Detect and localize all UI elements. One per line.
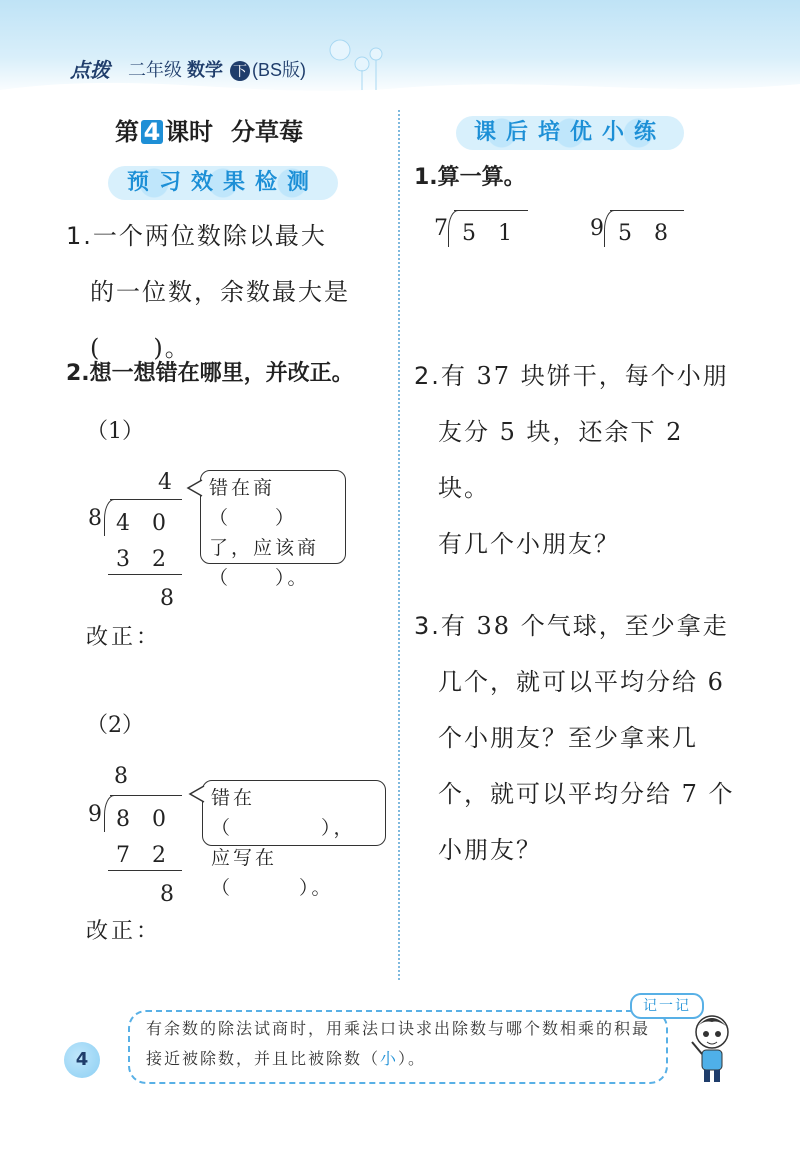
question-number: 1.: [414, 165, 438, 190]
divisor: 9: [88, 802, 102, 827]
header-bubbles-decoration: [320, 20, 440, 90]
answer-blank[interactable]: ( )。: [90, 334, 191, 362]
subject-label: 数学: [187, 60, 224, 80]
brand-logo: 点拨: [70, 58, 110, 82]
lesson-subtitle: 分草莓: [231, 118, 303, 146]
dividend-input[interactable]: 5 8: [618, 221, 668, 246]
right-question-3: [414, 598, 744, 878]
after-class-practice-banner: 课后培优小练: [456, 116, 684, 150]
memo-line: 有余数的除法试商时，用乘法口诀求出除数与哪个数相乘的积最: [146, 1019, 651, 1038]
edition-label: (BS版): [252, 60, 307, 80]
question-line: 一个两位数除以最大: [92, 222, 327, 250]
subtraction-line: [108, 870, 182, 871]
book-info: [128, 56, 306, 82]
division-bracket: [448, 210, 459, 247]
product: 3 2: [116, 547, 166, 572]
question-line: 几个，就可以平均分给 6: [438, 668, 725, 696]
question-line: 有 37 块饼干，每个小朋: [440, 362, 729, 390]
bubble-line[interactable]: （ ）。: [209, 567, 310, 589]
divisor: 8: [88, 506, 102, 531]
memo-line-suffix: ）。: [398, 1049, 427, 1068]
product: 7 2: [116, 843, 166, 868]
division-bar: [454, 210, 528, 211]
divisor: 9: [590, 216, 604, 241]
left-question-1: [66, 208, 386, 376]
left-question-2: [66, 356, 354, 387]
division-bracket: [604, 210, 615, 247]
lesson-title-prefix: 第: [115, 118, 139, 146]
dividend-input[interactable]: 5 1: [462, 221, 512, 246]
dividend: 4 0: [116, 511, 166, 536]
question-text: 想一想错在哪里，并改正。: [89, 361, 354, 386]
page-number: 4: [64, 1042, 100, 1078]
lesson-number-badge: 4: [141, 120, 163, 144]
division-bar: [610, 210, 684, 211]
question-text: 算一算。: [437, 165, 526, 190]
bubble-tail: [186, 478, 204, 500]
volume-badge: 下: [230, 61, 250, 81]
bubble-line: 了，应该商: [209, 537, 320, 559]
cartoon-boy-icon: [688, 1012, 734, 1084]
division-bar: [110, 499, 182, 500]
memo-answer: 小: [380, 1049, 399, 1068]
question-number: 2.: [414, 362, 441, 390]
divisor: 7: [434, 216, 448, 241]
correction-label: 改正：: [86, 625, 162, 650]
bubble-line[interactable]: 应写在（ ）。: [211, 847, 334, 899]
error-bubble-1: [200, 470, 346, 589]
right-question-1: [414, 160, 526, 191]
memo-line: [146, 1044, 666, 1074]
question-number: 1.: [66, 222, 93, 250]
preview-check-banner: 预习效果检测: [108, 166, 338, 200]
question-line: 的一位数，余数最大是: [90, 278, 350, 306]
question-line: 个小朋友？至少拿来几: [438, 724, 698, 752]
division-bracket: [104, 795, 115, 832]
bubble-line[interactable]: 错在商（ ）: [209, 477, 298, 529]
memo-text: [146, 1014, 666, 1074]
error-bubble-2: [202, 780, 386, 899]
memo-line-prefix: 接近被除数，并且比被除数（: [146, 1049, 381, 1068]
remainder: 8: [160, 586, 174, 611]
question-line: 有几个小朋友？: [438, 530, 620, 558]
question-line: 小朋友？: [438, 836, 542, 864]
right-question-2: [414, 348, 744, 572]
grade-label: 二年级: [128, 60, 182, 80]
question-line: 个，就可以平均分给 7 个: [438, 780, 735, 808]
question-number: 3.: [414, 612, 441, 640]
question-line: 友分 5 块，还余下 2 块。: [438, 418, 684, 502]
lesson-title-suffix: 课时: [165, 118, 213, 146]
question-number: 2.: [66, 361, 90, 386]
quotient: 4: [158, 470, 172, 495]
memo-tag: 记一记: [630, 993, 704, 1019]
lesson-title: [115, 112, 303, 147]
dividend: 8 0: [116, 807, 166, 832]
column-divider: [398, 110, 400, 980]
question-line: 有 38 个气球，至少拿走: [440, 612, 729, 640]
remainder: 8: [160, 882, 174, 907]
division-bar: [110, 795, 182, 796]
part-2-label: （2）: [86, 713, 144, 738]
bubble-tail: [188, 784, 206, 806]
quotient: 8: [114, 764, 128, 789]
division-bracket: [104, 499, 115, 536]
part-1-label: （1）: [86, 419, 144, 444]
bubble-line[interactable]: 错在（ ），: [211, 787, 356, 839]
subtraction-line: [108, 574, 182, 575]
correction-label: 改正：: [86, 919, 162, 944]
